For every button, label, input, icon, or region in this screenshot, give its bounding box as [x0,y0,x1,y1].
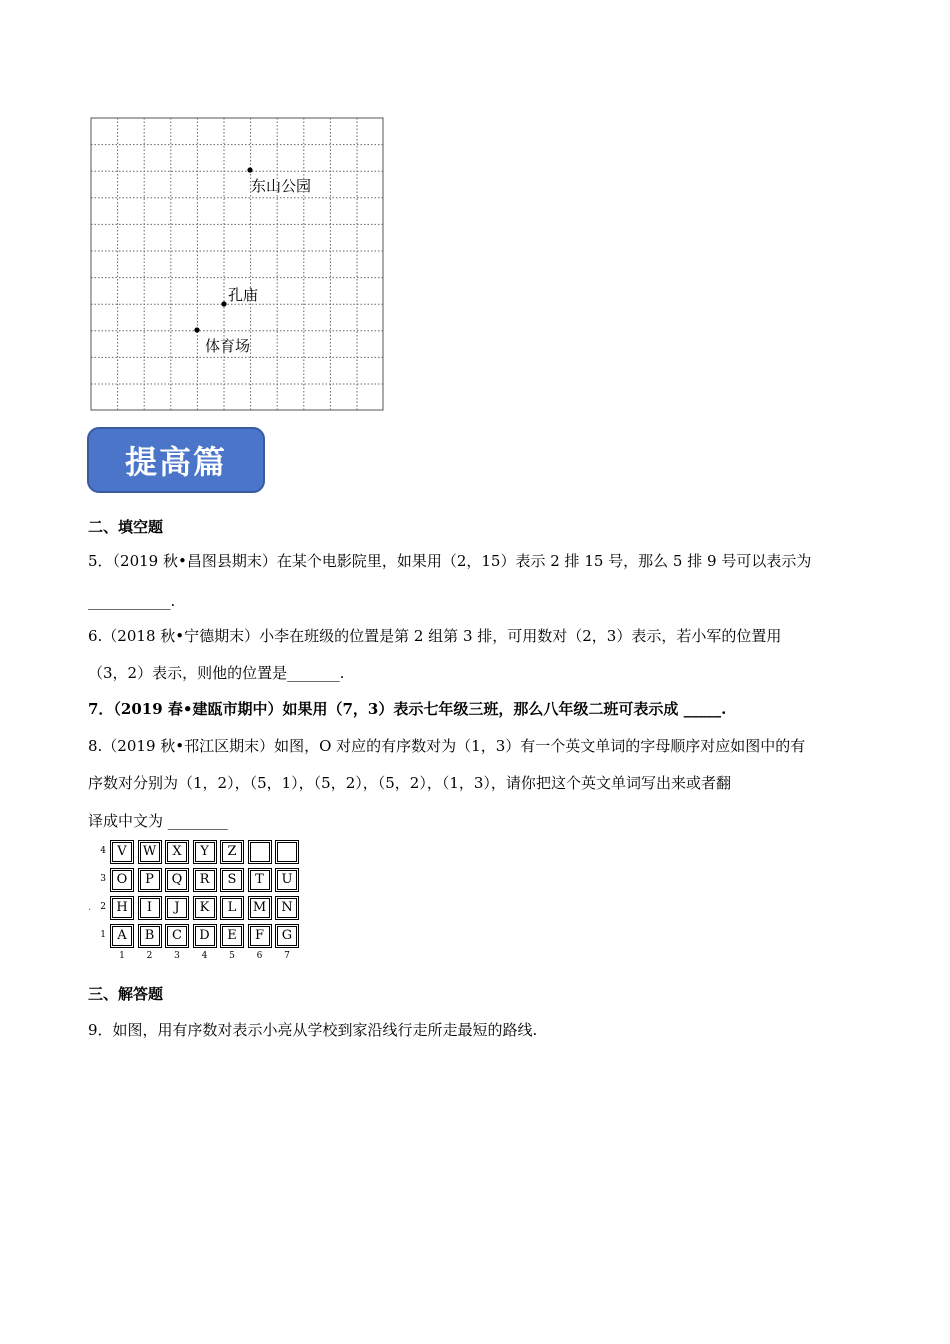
letter-cell [277,842,297,862]
letter-cell: X [167,842,187,862]
grid-map [90,117,386,413]
letter-cell: R [195,870,215,890]
row-label: 2 [100,902,106,912]
letter-cell: B [140,926,160,946]
letter-cell: W [140,842,160,862]
letter-cell: G [277,926,297,946]
advanced-section-badge [87,427,265,493]
letter-cell: P [140,870,160,890]
dongshan-park-label: 东山公园 [251,177,312,195]
question-7-line-1: 7．（2019 春•建瓯市期中）如果用（7，3）表示七年级三班，那么八年级二班可表示成 _____. [88,700,727,718]
column-label: 4 [201,951,208,961]
letter-cell: Z [222,842,242,862]
stadium-dot [194,327,199,332]
column-label: 6 [256,951,263,961]
letter-cell: I [140,898,160,918]
column-label: 5 [229,951,235,961]
stadium-label: 体育场 [205,337,251,355]
confucius-temple-label: 孔庙 [228,286,259,304]
letter-cell: C [167,926,187,946]
question-6-line-1: 6.（2018 秋•宁德期末）小李在班级的位置是第 2 组第 3 排，可用数对（2，3）表示，若小军的位置用 [88,627,782,645]
section-fill-in-title: 二、填空题 [88,518,164,536]
question-5-line-1: 5．（2019 秋•昌图县期末）在某个电影院里，如果用（2，15）表示 2 排 15 号，那么 5 排 9 号可以表示为 [88,552,812,570]
grid-border [91,118,383,410]
row-label: 3 [100,874,106,884]
letter-cell [250,842,270,862]
row-label: 1 [100,930,106,940]
grid-lines [91,118,383,410]
dongshan-park-dot [247,167,252,172]
letter-cell: A [112,926,132,946]
letter-cell: M [250,898,270,918]
letter-cell: L [222,898,242,918]
section-answer-title: 三、解答题 [88,985,164,1003]
column-label: 3 [174,951,180,961]
letter-cell: K [195,898,215,918]
column-label: 7 [284,951,290,961]
letter-cell: T [250,870,270,890]
letter-cell: Y [195,842,215,862]
red-mark: · [88,905,92,916]
question-8-line-2: 序数对分别为（1，2），（5，1），（5，2），（5，2），（1，3），请你把这个英文单词写出来或者翻 [88,774,731,792]
letter-cell: H [112,898,132,918]
letter-cell: F [250,926,270,946]
letter-cell: D [195,926,215,946]
question-8-line-3: 译成中文为 ________ [88,812,228,830]
column-label: 1 [119,951,125,961]
letter-cell: N [277,898,297,918]
letter-cell: V [112,842,132,862]
letter-cell: U [277,870,297,890]
letter-cell: J [167,898,187,918]
column-label: 2 [146,951,153,961]
question-8-line-1: 8.（2019 秋•邗江区期末）如图，O 对应的有序数对为（1，3）有一个英文单词的字母顺序对应如图中的有 [88,737,806,755]
question-6-line-2: （3，2）表示，则他的位置是_______. [88,664,345,682]
letter-cell: Q [167,870,187,890]
question-5-line-2: ___________. [88,592,176,610]
badge-label: 提高篇 [124,443,227,481]
letter-cell: E [222,926,242,946]
letter-cell: O [112,870,132,890]
letter-cell: S [222,870,242,890]
confucius-temple-dot [221,301,226,306]
question-9-line-1: 9．如图，用有序数对表示小亮从学校到家沿线行走所走最短的路线. [88,1021,538,1039]
row-label: 4 [100,846,106,856]
